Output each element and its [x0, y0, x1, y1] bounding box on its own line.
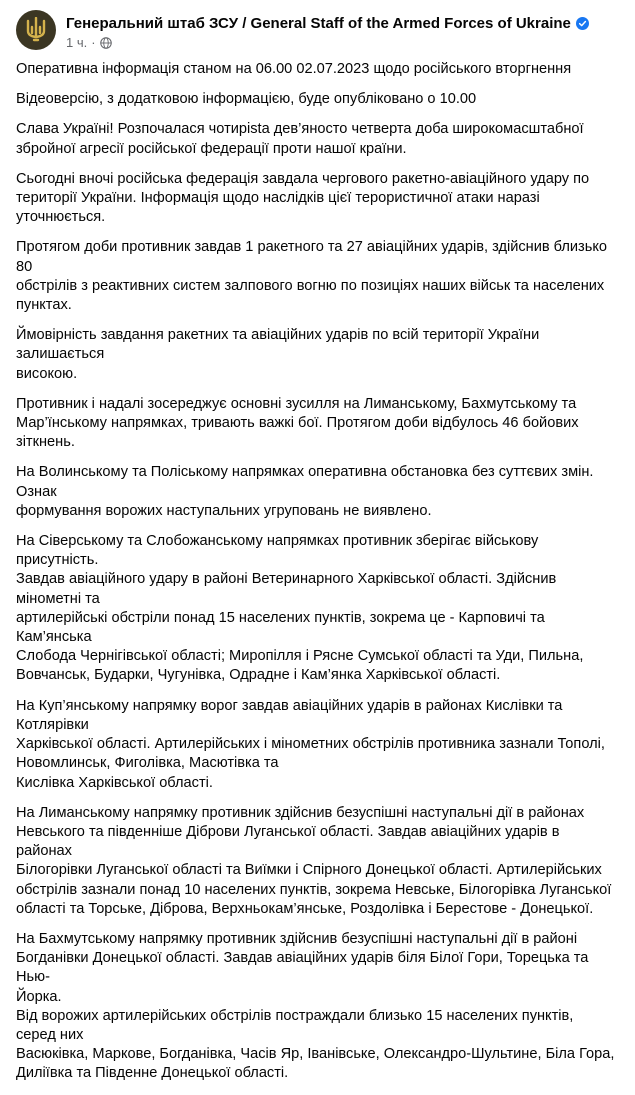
post-paragraph: На Лиманському напрямку противник здійснив безуспішні наступальні дії в районах Невського та південніше Діброви Луганської області. Завдав авіаційних ударів в районах Білогорівки Луганської області та Виїмки і Спірного Донецької області. Артилерійських обстрілів зазнали понад 10 населених пунктів, зокрема Невське, Білогорівка Луганської області та Торське, Діброва, Верхньокам’янське, Роздолівка і Берестове - Донецької. — [16, 804, 612, 917]
post-paragraph: Оперативна інформація станом на 06.00 02.07.2023 щодо російського вторгнення — [16, 61, 572, 77]
post-paragraph: Протягом доби противник завдав 1 ракетного та 27 авіаційних ударів, здійснив близько 80 обстрілів з реактивних систем залпового вогню по позиціях наших військ та населених пунктах. — [16, 239, 608, 314]
avatar[interactable] — [16, 10, 56, 50]
post-sub-row — [66, 35, 589, 51]
post-body — [16, 60, 616, 1095]
verified-badge-icon — [576, 17, 589, 30]
globe-icon[interactable] — [100, 37, 112, 49]
post-paragraph: Ймовірність завдання ракетних та авіаційних ударів по всій території України залишається високою. — [16, 327, 540, 382]
post-paragraph: Відеоверсію, з додатковою інформацією, буде опубліковано о 10.00 — [16, 91, 477, 108]
post-paragraph: Слава Україні! Розпочалася чотирista дев’яносто четверта доба широкомасштабної збройної агресії російської федерації проти нашої країни. — [16, 121, 584, 157]
post-timestamp[interactable]: 1 ч. — [66, 35, 88, 50]
post-paragraph: Противник і надалі зосереджує основні зусилля на Лиманському, Бахмутському та Мар’їнському напрямках, тривають важкі бої. Протягом доби відбулось 46 бойових зіткнень. — [16, 395, 579, 451]
post-paragraph: На Волинському та Поліському напрямках оперативна обстановка без суттєвих змін. Ознак формування ворожих наступальних угруповань не виявлено. — [16, 464, 594, 519]
author-name[interactable]: Генеральний штаб ЗСУ / General Staff of the Armed Forces of Ukraine — [66, 15, 571, 32]
post-paragraph: На Куп’янському напрямку ворог завдав авіаційних ударів в районах Кислівки та Котлярівки Харківської області. Артилерійських і мінометних обстрілів противника зазнали Тополі, Новомлинськ, Фиголівка, Масютівка та Кислівка Харківської області. — [16, 697, 605, 791]
separator-dot: · — [91, 35, 96, 50]
post-paragraph: На Сіверському та Слобожанському напрямках противник зберігає військову присутність. Завдав авіаційного удару в районі Ветеринарного Харківської області. Здійснив мінометні та артилерійські обстріли понад 15 населених пунктів, зокрема це - Карповичі та Кам’янська Слобода Чернігівської області; Миропілля і Рясне Сумської області та Уди, Пильна, Вовчанськ, Бударки, Чугунівка, Одрадне і Кам’янка Харківської області. — [16, 533, 584, 684]
post-paragraph: Сьогодні вночі російська федерація завдала чергового ракетно-авіаційного удару по території України. Інформація щодо наслідків цієї терористичної атаки наразі уточнюється. — [16, 170, 590, 226]
author-row — [66, 14, 589, 33]
post-meta — [66, 10, 589, 51]
post-paragraph: На Бахмутському напрямку противник здійснив безуспішні наступальні дії в районі Богданівки Донецької області. Завдав авіаційних ударів біля Білої Гори, Торецька та Нью- Йорка. Від ворожих артилерійських обстрілів постраждали близько 15 населених пунктів, серед них Васюківка, Маркове, Богданівка, Часів Яр, Іванівське, Олександро-Шультине, Біла Гора, Диліївка та Південне Донецької області. — [16, 930, 615, 1082]
trident-emblem-icon — [24, 17, 48, 43]
post-header — [16, 10, 589, 50]
